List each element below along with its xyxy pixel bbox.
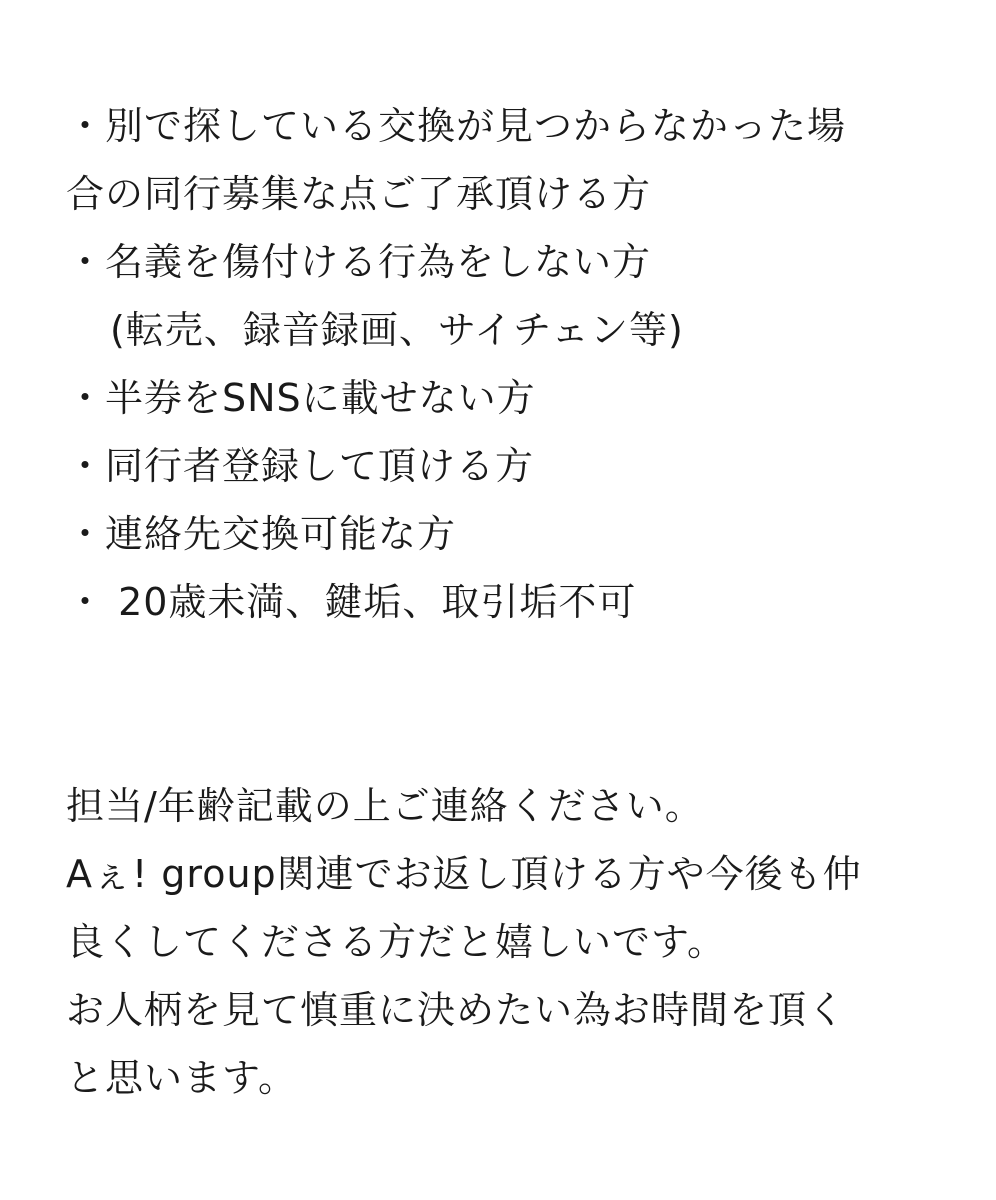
conditions-list <box>66 92 946 636</box>
section-gap <box>66 636 946 772</box>
closing-line: Aぇ! group関連でお返し頂ける方や今後も仲 <box>66 852 862 896</box>
closing-line: お人柄を見て慎重に決めたい為お時間を頂く <box>66 988 847 1032</box>
condition-line: ・別で探している交換が見つからなかった場 <box>66 104 847 148</box>
closing-message <box>66 772 946 1112</box>
condition-line: ・名義を傷付ける行為をしない方 <box>66 240 652 284</box>
condition-note: (転売、録音録画、サイチェン等) <box>110 308 684 352</box>
condition-line: ・同行者登録して頂ける方 <box>66 444 535 488</box>
document-body <box>66 92 946 1112</box>
condition-line: ・半券をSNSに載せない方 <box>66 376 536 420</box>
condition-line: 合の同行募集な点ご了承頂ける方 <box>66 172 652 216</box>
closing-line: と思います。 <box>66 1056 297 1100</box>
closing-line: 担当/年齢記載の上ご連絡ください。 <box>66 784 704 828</box>
closing-line: 良くしてくださる方だと嬉しいです。 <box>66 920 726 964</box>
condition-line: ・ 20歳未満、鍵垢、取引垢不可 <box>66 580 637 624</box>
condition-line: ・連絡先交換可能な方 <box>66 512 457 556</box>
